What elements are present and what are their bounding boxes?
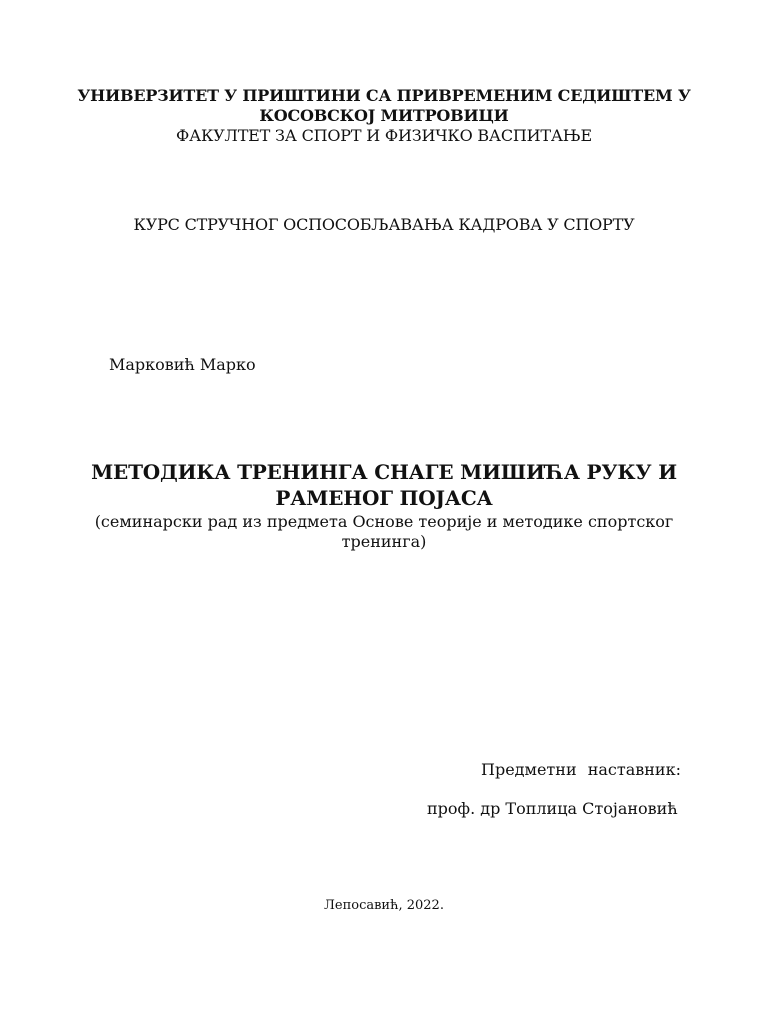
university-name-line1: УНИВЕРЗИТЕТ У ПРИШТИНИ СА ПРИВРЕМЕНИМ СЕДИШТЕМ У (77, 86, 691, 105)
paper-title-line1: МЕТОДИКА ТРЕНИНГА СНАГЕ МИШИЋА РУКУ И (91, 460, 677, 484)
teacher-label: Предметни наставник: (481, 760, 681, 779)
faculty-name: ФАКУЛТЕТ ЗА СПОРТ И ФИЗИЧКО ВАСПИТАЊЕ (176, 126, 592, 145)
paper-subtitle-line2: тренинга) (341, 532, 427, 551)
university-name-line2: КОСОВСКОЈ МИТРОВИЦИ (259, 106, 509, 125)
course-name: КУРС СТРУЧНОГ ОСПОСОБЉАВАЊА КАДРОВА У СПОРТУ (133, 215, 635, 234)
teacher-name: проф. др Топлица Стојановић (427, 799, 678, 818)
paper-subtitle-line1: (семинарски рад из предмета Основе теорије и методике спортског (94, 512, 674, 531)
author-name: Марковић Марко (109, 355, 256, 374)
paper-title-line2: РАМЕНОГ ПОЈАСА (275, 486, 493, 510)
place-and-date: Лепосавић, 2022. (324, 898, 444, 913)
